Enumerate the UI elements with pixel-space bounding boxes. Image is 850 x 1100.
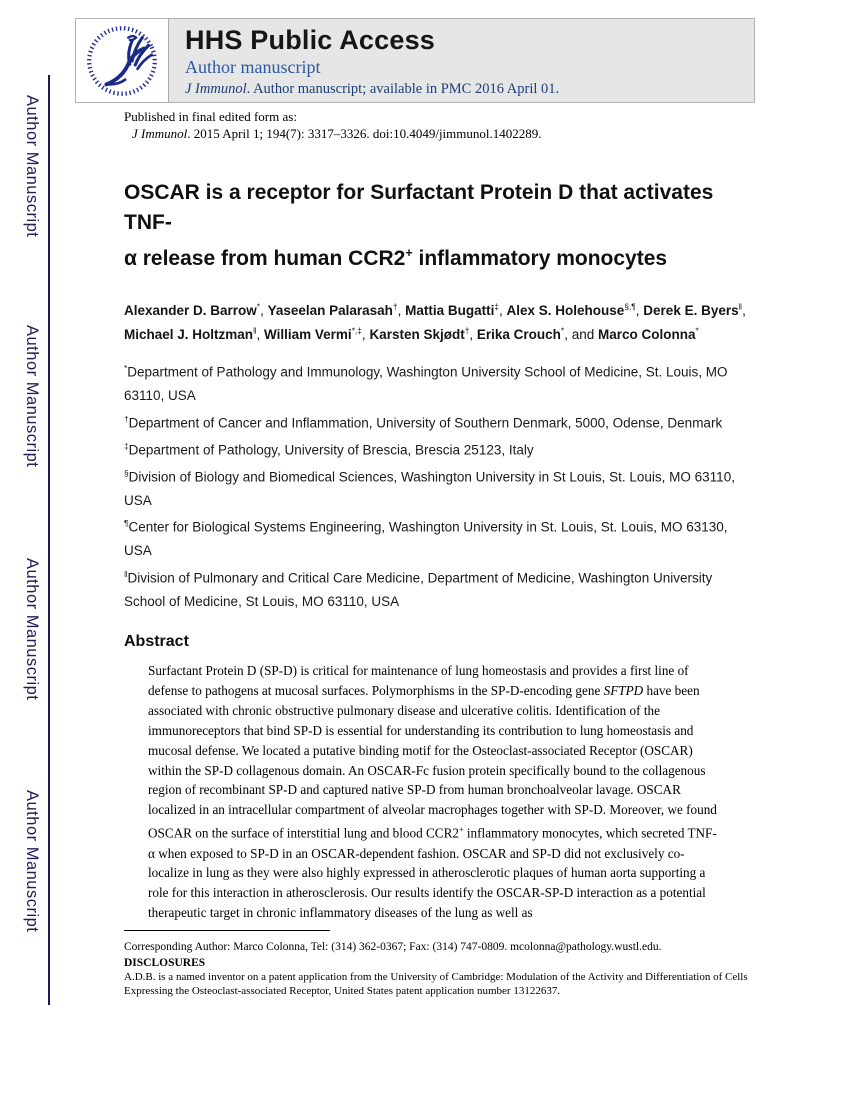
affiliation: ‡Department of Pathology, University of Brescia, Brescia 25123, Italy bbox=[124, 440, 534, 457]
author-manuscript-label: Author manuscript bbox=[185, 57, 321, 77]
gene-name-italic: SFTPD bbox=[603, 682, 644, 698]
journal-name: J Immunol bbox=[185, 81, 247, 97]
author: Karsten Skjødt†, bbox=[369, 325, 477, 342]
author: Alexander D. Barrow*, bbox=[124, 301, 268, 318]
author: Mattia Bugatti‡, bbox=[405, 301, 507, 318]
author: Marco Colonna* bbox=[597, 325, 699, 342]
author: William Vermi*,‡, bbox=[264, 325, 370, 342]
author: Yaseelan Palarasah†, bbox=[267, 301, 406, 318]
abstract-text bbox=[148, 661, 720, 923]
author-list bbox=[124, 296, 756, 345]
title-line-1: OSCAR is a receptor for Surfactant Protein D that activates TNF- bbox=[124, 181, 714, 234]
citation-availability: . Author manuscript; available in PMC 2016 April 01. bbox=[246, 81, 560, 97]
published-citation bbox=[132, 125, 756, 142]
affiliation-list bbox=[124, 357, 756, 613]
article-content bbox=[124, 108, 756, 923]
published-in-label: Published in final edited form as: bbox=[124, 109, 297, 124]
author: Erika Crouch*, and bbox=[476, 325, 598, 342]
title-superscript: + bbox=[405, 246, 413, 260]
hhs-eagle-logo bbox=[76, 19, 169, 102]
abstract-part-1: Surfactant Protein D (SP-D) is critical for maintenance of lung homeostasis and provides a first line of defense to pathogens at mucosal surfaces. Polymorphisms in the SP-D-encoding gene bbox=[148, 663, 689, 698]
article-title bbox=[124, 178, 756, 274]
abstract-part-2: have been associated with chronic obstructive pulmonary disease and ulcerative colitis. Identification of the immunoreceptors that bind SP-D is essential for understanding its contribution to lung homeostasis and mucosal defense. We located a putative binding motif for the Osteoclast-associated Receptor (OSCAR) within the SP-D collagenous domain. An OSCAR-Fc fusion protein specifically bound to the collagenous region of recombinant SP-D and captured native SP-D from human bronchoalveolar lavage. OSCAR localized in an intracellular compartment of alveolar macrophages together with SP-D. Moreover, we found OSCAR on the surface of interstitial lung and blood CCR2 bbox=[148, 682, 717, 841]
abstract-part-3: inflammatory monocytes, which secreted TNF-α when exposed to SP-D in an OSCAR-dependent fashion. OSCAR and SP-D did not exclusively co-localize in lung as they were also highly expressed in atherosclerotic plaques of human aorta supporting a role for this interaction in atherosclerosis. Our results identify the OSCAR-SP-D interaction as a potential therapeutic target in chronic inflammatory diseases of the lung as well as bbox=[148, 825, 717, 921]
affiliation: ¶Center for Biological Systems Engineering, Washington University in St. Louis, St. Louis, MO 63130, USA bbox=[124, 518, 728, 558]
watermark-divider-line bbox=[48, 75, 50, 1005]
watermark-author-manuscript: Author Manuscript bbox=[23, 95, 41, 238]
disclosures-text: A.D.B. is a named inventor on a patent application from the University of Cambridge: Modulation of the Activity and Differentiation of Cells Expressing the Osteoclast-associated Receptor, United States patent application number 13122637. bbox=[124, 971, 748, 997]
abstract-superscript: + bbox=[458, 825, 464, 835]
footnote-block bbox=[124, 930, 758, 998]
title-line-2: α release from human CCR2 bbox=[124, 247, 406, 270]
author: Michael J. Holtzman‖, bbox=[124, 325, 265, 342]
header-citation bbox=[185, 81, 559, 98]
watermark-author-manuscript: Author Manuscript bbox=[23, 790, 41, 933]
hhs-header-banner bbox=[75, 18, 755, 103]
author: Alex S. Holehouse§,¶, bbox=[506, 301, 644, 318]
author: Derek E. Byers‖, bbox=[643, 301, 746, 318]
corresponding-author-line: Corresponding Author: Marco Colonna, Tel: (314) 362-0367; Fax: (314) 747-0809. mcolonna@pathology.wustl.edu. bbox=[124, 941, 662, 953]
affiliation: §Division of Biology and Biomedical Sciences, Washington University in St Louis, St. Louis, MO 63110, USA bbox=[124, 467, 735, 508]
affiliation: ‖Division of Pulmonary and Critical Care Medicine, Department of Medicine, Washington University School of Medicine, St Louis, MO 63110, USA bbox=[124, 568, 713, 609]
journal-name: J Immunol bbox=[132, 126, 188, 141]
watermark-author-manuscript: Author Manuscript bbox=[23, 325, 41, 468]
title-line-2-end: inflammatory monocytes bbox=[412, 247, 668, 270]
disclosures-heading: DISCLOSURES bbox=[124, 957, 206, 969]
affiliation: *Department of Pathology and Immunology, Washington University School of Medicine, St. Louis, MO 63110, USA bbox=[124, 363, 728, 403]
hhs-eagle-icon bbox=[83, 22, 161, 100]
citation-details: . 2015 April 1; 194(7): 3317–3326. doi:10.4049/jimmunol.1402289. bbox=[187, 126, 542, 141]
watermark-author-manuscript: Author Manuscript bbox=[23, 558, 41, 701]
header-text-block bbox=[169, 19, 559, 102]
affiliation: †Department of Cancer and Inflammation, University of Southern Denmark, 5000, Odense, Denmark bbox=[124, 413, 723, 430]
hhs-public-access-title: HHS Public Access bbox=[185, 25, 435, 55]
footnote-rule bbox=[124, 930, 330, 931]
abstract-heading: Abstract bbox=[124, 633, 189, 650]
